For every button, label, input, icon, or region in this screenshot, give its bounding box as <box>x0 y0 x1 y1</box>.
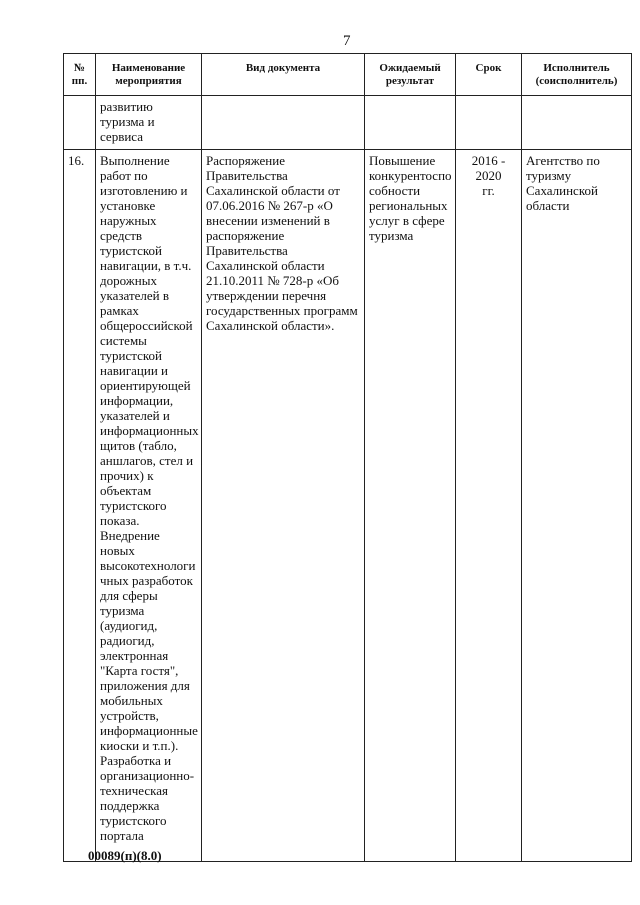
text-line: Правительства <box>206 243 288 258</box>
text-line: Правительства <box>206 168 288 183</box>
cell-num <box>64 96 96 150</box>
text-line: изготовлению и <box>100 183 188 198</box>
text-line: показа. <box>100 513 140 528</box>
text-line: средств <box>100 228 143 243</box>
text-line: государственных программ <box>206 303 358 318</box>
text-line: региональных <box>369 198 448 213</box>
row-number: 16. <box>68 153 85 168</box>
text-line: указателей в <box>100 288 170 303</box>
text-line: ориентирующей <box>100 378 191 393</box>
text-line: информации, <box>100 393 174 408</box>
text-line: распоряжение <box>206 228 285 243</box>
text-line: прочих) к <box>100 468 154 483</box>
text-line: Внедрение новых <box>100 528 160 558</box>
cell-executor <box>522 150 632 862</box>
text-line: туризма и <box>100 114 155 129</box>
text-line: 21.10.2011 № 728-р «Об <box>206 273 340 288</box>
text-line: внесении изменений в <box>206 213 330 228</box>
text-line: Распоряжение <box>206 153 285 168</box>
text-line: туризма <box>100 603 145 618</box>
text-line: услуг в сфере <box>369 213 445 228</box>
text-line: радиогид, <box>100 633 155 648</box>
text-line: "Карта гостя", <box>100 663 179 678</box>
text-line: навигации и <box>100 363 169 378</box>
cell-num <box>64 150 96 862</box>
header-doc-type <box>202 54 365 96</box>
cell-result <box>365 96 456 150</box>
text-line: информационные <box>100 723 198 738</box>
document-code: 00089(п)(8.0) <box>88 848 162 863</box>
plan-table <box>63 53 632 862</box>
text-line: области <box>526 198 570 213</box>
text-line: портала <box>100 828 144 843</box>
text-line: указателей и <box>100 408 170 423</box>
text-line: развитию <box>100 99 153 114</box>
header-doc-type-line: Вид документа <box>245 62 321 74</box>
header-term-line: Срок <box>475 62 502 74</box>
text-line: приложения для <box>100 678 190 693</box>
text-line: чных разработок <box>100 573 193 588</box>
header-result <box>365 54 456 96</box>
text-line: навигации, в т.ч. <box>100 258 192 273</box>
text-line: установке <box>100 198 156 213</box>
text-line: высокотехнологи <box>100 558 196 573</box>
header-row <box>64 54 632 96</box>
text-line: дорожных <box>100 273 157 288</box>
text-line: туризма <box>369 228 414 243</box>
header-event-line: Наименование <box>111 62 186 74</box>
text-line: утверждении перечня <box>206 288 327 303</box>
cell-term <box>456 96 522 150</box>
text-line: Разработка и <box>100 753 172 768</box>
text-line: Агентство по <box>526 153 600 168</box>
text-line: мобильных <box>100 693 163 708</box>
text-line: Сахалинской области от <box>206 183 340 198</box>
header-event <box>96 54 202 96</box>
cell-doc-type <box>202 150 365 862</box>
cell-event <box>96 150 202 862</box>
text-line: Сахалинской <box>526 183 598 198</box>
text-line: Сахалинской области <box>206 258 325 273</box>
text-line: для сферы <box>100 588 158 603</box>
header-executor <box>522 54 632 96</box>
header-result-line: результат <box>385 75 435 87</box>
header-executor-line: Исполнитель <box>543 62 610 74</box>
text-line: туризму <box>526 168 572 183</box>
text-line: организационно- <box>100 768 195 783</box>
text-line: Сахалинской области». <box>206 318 335 333</box>
header-executor-line: (соисполнитель) <box>535 75 618 87</box>
text-line: сервиса <box>100 129 143 144</box>
text-line: рамках <box>100 303 139 318</box>
text-line: поддержка <box>100 798 160 813</box>
text-line: Выполнение <box>100 153 170 168</box>
text-line: наружных <box>100 213 157 228</box>
text-line: электронная <box>100 648 169 663</box>
text-line: туристской <box>100 243 162 258</box>
header-num-line: пп. <box>71 75 88 87</box>
header-result-line: Ожидаемый <box>379 62 441 74</box>
text-line: щитов (табло, <box>100 438 177 453</box>
cell-doc-type <box>202 96 365 150</box>
text-line: киоски и т.п.). <box>100 738 179 753</box>
cell-result <box>365 150 456 862</box>
text-line: техническая <box>100 783 168 798</box>
text-line: (аудиогид, <box>100 618 158 633</box>
text-line: Повышение <box>369 153 436 168</box>
table-row-continuation <box>64 96 632 150</box>
text-line: устройств, <box>100 708 159 723</box>
header-event-line: мероприятия <box>115 75 182 87</box>
header-num-line: № <box>73 62 86 74</box>
text-line: общероссийской <box>100 318 193 333</box>
text-line: информационных <box>100 423 199 438</box>
text-line: работ по <box>100 168 148 183</box>
text-line: туристского <box>100 813 167 828</box>
text-line: объектам <box>100 483 152 498</box>
text-line: туристского <box>100 498 167 513</box>
text-line: аншлагов, стел и <box>100 453 194 468</box>
cell-event <box>96 96 202 150</box>
text-line: собности <box>369 183 421 198</box>
text-line: гг. <box>482 183 495 198</box>
header-num <box>64 54 96 96</box>
text-line: системы <box>100 333 147 348</box>
text-line: 07.06.2016 № 267-р «О <box>206 198 333 213</box>
cell-term <box>456 150 522 862</box>
cell-executor <box>522 96 632 150</box>
text-line: 2016 - 2020 <box>471 153 506 183</box>
text-line: туристской <box>100 348 162 363</box>
table-row-16 <box>64 150 632 862</box>
page-number: 7 <box>343 33 351 49</box>
text-line: конкурентоспо <box>369 168 452 183</box>
header-term <box>456 54 522 96</box>
